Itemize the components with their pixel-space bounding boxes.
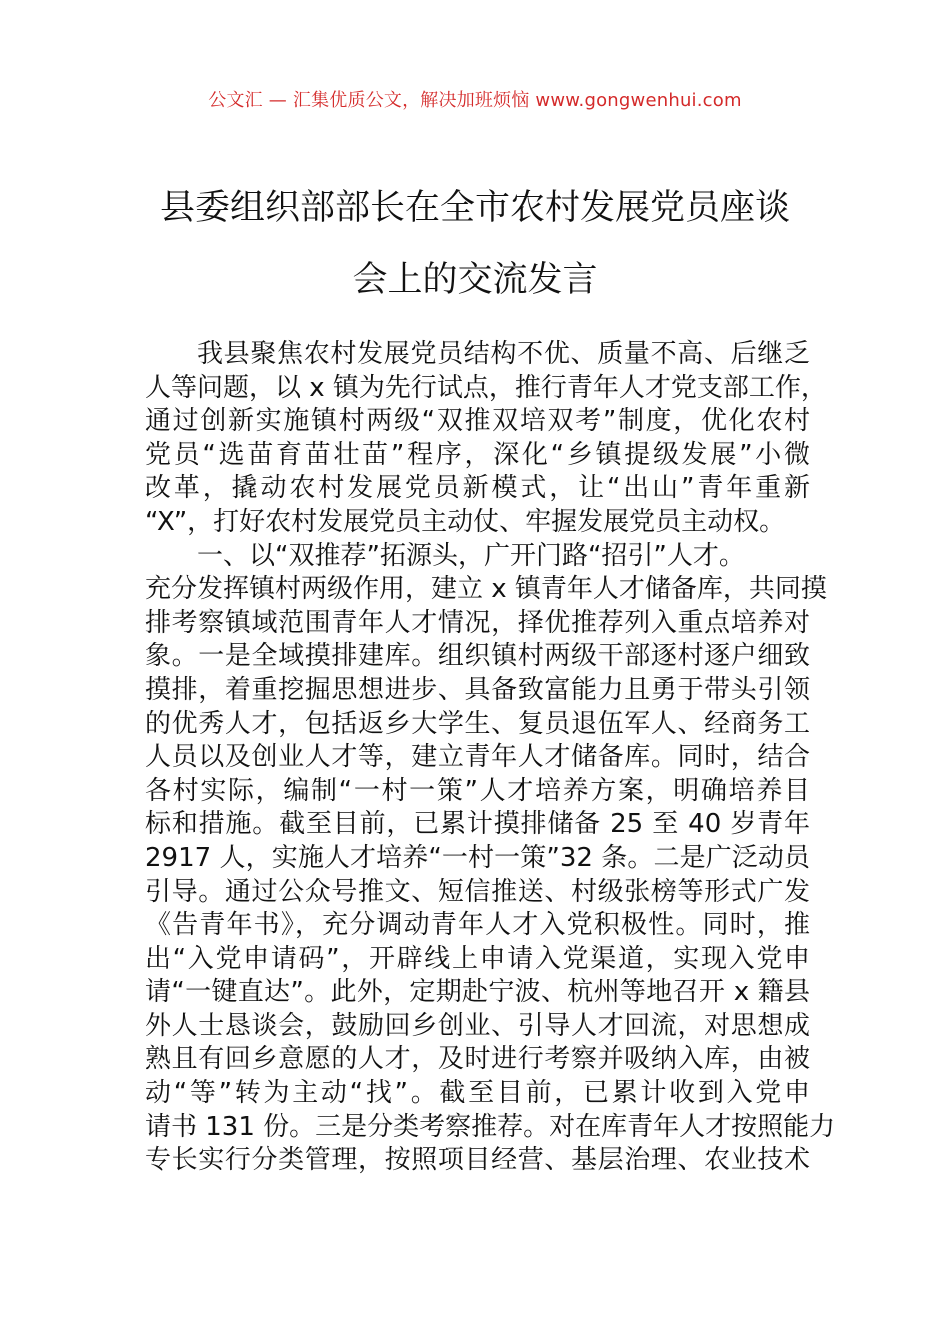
site-watermark-header: 公文汇 — 汇集优质公文，解决加班烦恼 www.gongwenhui.com: [208, 90, 742, 111]
body-line: 党员“选苗育苗壮苗”程序，深化“乡镇提级发展”小微: [145, 439, 810, 470]
body-line: 各村实际，编制“一村一策”人才培养方案，明确培养目: [145, 775, 810, 806]
body-line: 《告青年书》，充分调动青年人才入党积极性。同时，推: [145, 910, 810, 941]
section-heading-line: 一、以“双推荐”拓源头，广开门路“招引”人才。: [197, 540, 745, 571]
body-line: 动“等”转为主动“找”。截至目前，已累计收到入党申: [145, 1078, 810, 1109]
document-title: [150, 172, 800, 316]
title-line-2: 会上的交流发言: [352, 260, 598, 300]
body-line: 的优秀人才，包括返乡大学生、复员退伍军人、经商务工: [145, 708, 810, 739]
document-body: [145, 338, 836, 1178]
body-line: 专长实行分类管理，按照项目经营、基层治理、农业技术: [145, 1145, 810, 1176]
body-line: 引导。通过公众号推文、短信推送、村级张榜等形式广发: [145, 876, 810, 907]
body-line: 排考察镇域范围青年人才情况，择优推荐列入重点培养对: [145, 607, 810, 638]
body-line: 请书 131 份。三是分类考察推荐。对在库青年人才按照能力: [145, 1111, 836, 1142]
body-line: 外人士恳谈会，鼓励回乡创业、引导人才回流，对思想成: [145, 1010, 810, 1041]
body-line: 熟且有回乡意愿的人才，及时进行考察并吸纳入库，由被: [145, 1044, 810, 1075]
body-line: 象。一是全域摸排建库。组织镇村两级干部逐村逐户细致: [145, 641, 810, 672]
body-line: 通过创新实施镇村两级“双推双培双考”制度，优化农村: [145, 406, 810, 437]
body-line: 摸排，着重挖掘思想进步、具备致富能力且勇于带头引领: [145, 674, 810, 705]
body-line: 我县聚焦农村发展党员结构不优、质量不高、后继乏: [197, 339, 810, 369]
body-line: 人等问题，以 x 镇为先行试点，推行青年人才党支部工作，: [145, 372, 827, 403]
title-line-1: 县委组织部部长在全市农村发展党员座谈: [159, 188, 790, 228]
body-line: “X”，打好农村发展党员主动仗、牢握发展党员主动权。: [145, 506, 786, 537]
body-line: 出“入党申请码”，开辟线上申请入党渠道，实现入党申: [145, 943, 810, 974]
body-line: 充分发挥镇村两级作用，建立 x 镇青年人才储备库，共同摸: [145, 574, 827, 605]
body-line: 人员以及创业人才等，建立青年人才储备库。同时，结合: [145, 742, 810, 773]
body-line: 2917 人，实施人才培养“一村一策”32 条。二是广泛动员: [145, 842, 810, 873]
body-line: 标和措施。截至目前，已累计摸排储备 25 至 40 岁青年: [145, 809, 810, 840]
body-line: 改革，撬动农村发展党员新模式，让“出山”青年重新: [145, 473, 810, 504]
body-line: 请“一键直达”。此外，定期赴宁波、杭州等地召开 x 籍县: [145, 977, 810, 1008]
